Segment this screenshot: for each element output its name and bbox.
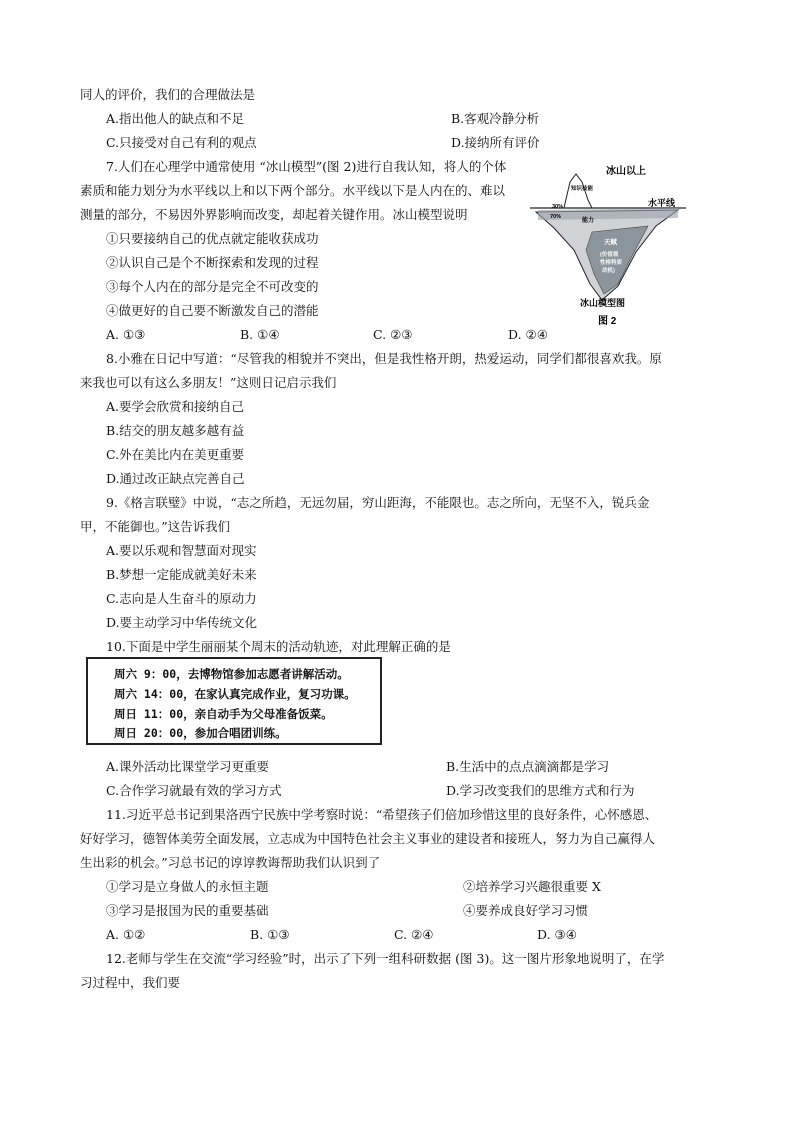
q10-option-c: C.合作学习就最有效的学习方式 [106, 783, 282, 798]
iceberg-figure [528, 160, 688, 330]
iceberg-label-waterline: 水平线 [648, 198, 676, 208]
iceberg-label-skills: 知识技能 [571, 186, 594, 192]
q11-option-a: A. ①② [106, 927, 146, 942]
q7-option-b: B. ①④ [240, 327, 280, 342]
q10-option-b: B.生活中的点点滴滴都是学习 [446, 759, 610, 774]
q8-stem-line1: 8.小雅在日记中写道：“尽管我的相貌并不突出，但是我性格开朗，热爱运动，同学们都很喜欢我。原 [106, 351, 662, 366]
q10-option-a: A.课外活动比课堂学习更重要 [106, 759, 270, 774]
q7-option-a: A. ①③ [106, 327, 146, 342]
iceberg-label-talent: 天赋 [604, 239, 617, 246]
q6-option-d: D.接纳所有评价 [451, 135, 540, 150]
q7-statement-4: ④做更好的自己要不断激发自己的潜能 [106, 303, 319, 318]
q11-stem-line1: 11.习近平总书记到果洛西宁民族中学考察时说：“希望孩子们倍加珍惜这里的良好条件，心怀感恩、 [106, 807, 658, 822]
q8-option-a: A.要学会欣赏和接纳自己 [106, 399, 245, 414]
q8-option-d: D.通过改正缺点完善自己 [106, 471, 245, 486]
q7-stem-line2: 素质和能力划分为水平线以上和以下两个部分。水平线以下是人内在的、难以 [80, 183, 506, 198]
q10-option-d: D.学习改变我们的思维方式和行为 [446, 783, 635, 798]
q7-statement-1: ①只要接纳自己的优点就定能收获成功 [106, 231, 319, 246]
q12-stem-line1: 12.老师与学生在交流“学习经验”时，出示了下列一组科研数据 (图 3)。这一图片形象地说明了，在学 [106, 951, 665, 966]
iceberg-label-values-2: 性格特质 [600, 260, 623, 266]
q11-statement-4: ④要养成良好学习习惯 [463, 903, 589, 918]
q9-option-a: A.要以乐观和智慧面对现实 [106, 543, 257, 558]
q7-statement-2: ②认识自己是个不断探索和发现的过程 [106, 255, 319, 270]
q6-stem-tail: 同人的评价，我们的合理做法是 [80, 87, 256, 102]
q9-option-c: C.志向是人生奋斗的原动力 [106, 591, 257, 606]
schedule-row-1: 周六 9：00，去博物馆参加志愿者讲解活动。 [114, 667, 349, 681]
q7-option-c: C. ②③ [373, 327, 413, 342]
q8-option-c: C.外在美比内在美更重要 [106, 447, 245, 462]
q9-option-b: B.梦想一定能成就美好未来 [106, 567, 257, 582]
schedule-box [86, 657, 382, 745]
iceberg-caption: 冰山模型图 [580, 298, 626, 308]
q11-statement-2: ②培养学习兴趣很重要 X [463, 879, 601, 894]
iceberg-label-30: 30% [552, 204, 564, 210]
schedule-row-2: 周六 14：00，在家认真完成作业，复习功课。 [114, 687, 356, 701]
q12-stem-line2: 习过程中，我们要 [80, 975, 181, 990]
q7-stem-line3: 测量的部分，不易因外界影响而改变，却起着关键作用。冰山模型说明 [80, 207, 468, 222]
q11-stem-line3: 生出彩的机会。”习总书记的谆谆教诲帮助我们认识到了 [80, 855, 381, 870]
schedule-row-4: 周日 20：00，参加合唱团训练。 [114, 726, 287, 740]
q11-statement-1: ①学习是立身做人的永恒主题 [106, 879, 269, 894]
q6-option-a: A.指出他人的缺点和不足 [106, 111, 245, 126]
q6-option-c: C.只接受对自己有利的观点 [106, 135, 257, 150]
iceberg-illustration [528, 160, 688, 330]
q9-option-d: D.要主动学习中华传统文化 [106, 615, 258, 630]
q9-stem-line2: 甲，不能御也。”这告诉我们 [80, 519, 231, 534]
iceberg-label-above: 冰山以上 [606, 166, 646, 177]
q8-option-b: B.结交的朋友越多越有益 [106, 423, 245, 438]
q11-option-d: D. ③④ [537, 927, 577, 942]
iceberg-label-ability: 能力 [582, 218, 595, 224]
q10-stem: 10.下面是中学生丽丽某个周末的活动轨迹，对此理解正确的是 [106, 639, 451, 654]
figure-2-label: 图 2 [598, 316, 617, 327]
q11-statement-3: ③学习是报国为民的重要基础 [106, 903, 269, 918]
iceberg-label-70: 70% [550, 214, 562, 220]
q9-stem-line1: 9.《格言联璧》中说，“志之所趋，无远勿届，穷山距海，不能限也。志之所向，无坚不入，锐兵金 [106, 495, 650, 510]
iceberg-label-values-3: 动机) [602, 268, 615, 274]
q11-stem-line2: 好好学习，德智体美劳全面发展，立志成为中国特色社会主义事业的建设者和接班人，努力为自己赢得人 [80, 831, 656, 846]
q7-statement-3: ③每个人内在的部分是完全不可改变的 [106, 279, 319, 294]
q7-option-d: D. ②④ [508, 327, 548, 342]
q6-option-b: B.客观冷静分析 [451, 111, 540, 126]
iceberg-label-values-1: (价值观 [600, 252, 619, 258]
q11-option-c: C. ②④ [394, 927, 434, 942]
q11-option-b: B. ①③ [250, 927, 290, 942]
schedule-row-3: 周日 11：00，亲自动手为父母准备饭菜。 [114, 707, 333, 721]
q7-stem-line1: 7.人们在心理学中通常使用 “冰山模型”(图 2)进行自我认知，将人的个体 [106, 159, 507, 174]
q8-stem-line2: 来我也可以有这么多朋友！”这则日记启示我们 [80, 375, 337, 390]
